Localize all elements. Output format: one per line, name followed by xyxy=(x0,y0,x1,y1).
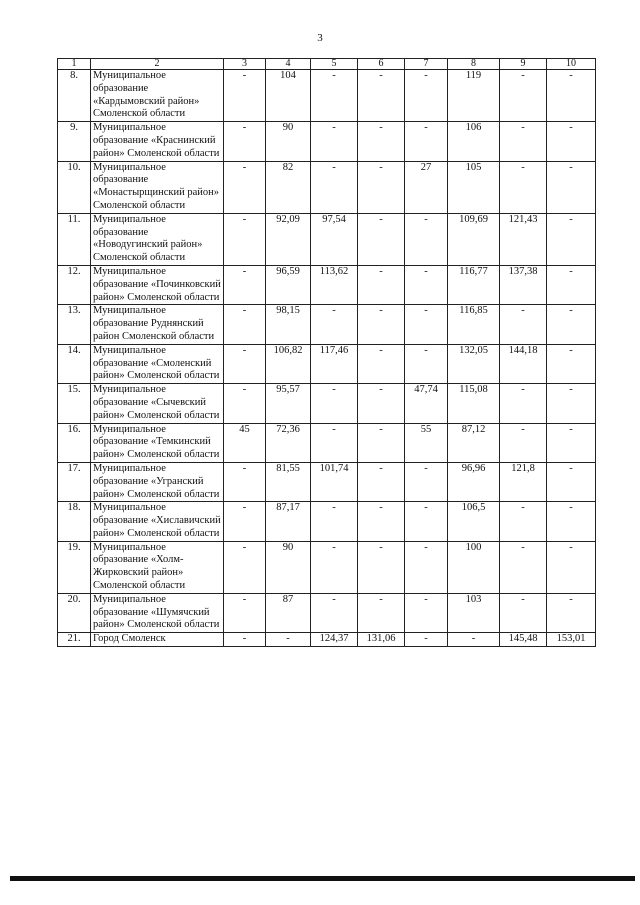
value-cell: 115,08 xyxy=(448,384,500,423)
table-row xyxy=(58,633,596,647)
value-cell: 137,38 xyxy=(500,265,547,304)
row-number: 11. xyxy=(58,213,91,265)
municipality-name: Муниципальное образование «Сычевский район» Смоленской области xyxy=(91,384,224,423)
value-cell: 121,8 xyxy=(500,462,547,501)
value-cell: 55 xyxy=(405,423,448,462)
value-cell: - xyxy=(547,384,596,423)
municipality-name: Муниципальное образование «Темкинский район» Смоленской области xyxy=(91,423,224,462)
bottom-rule xyxy=(10,876,635,881)
value-cell: - xyxy=(500,161,547,213)
municipality-name: Муниципальное образование «Холм-Жирковский район» Смоленской области xyxy=(91,541,224,593)
value-cell: - xyxy=(405,213,448,265)
column-header-2: 2 xyxy=(91,59,224,70)
value-cell: 103 xyxy=(448,593,500,632)
value-cell: 119 xyxy=(448,70,500,122)
value-cell: - xyxy=(266,633,311,647)
column-header-8: 8 xyxy=(448,59,500,70)
value-cell: 109,69 xyxy=(448,213,500,265)
table-row xyxy=(58,70,596,122)
value-cell: - xyxy=(224,593,266,632)
value-cell: 121,43 xyxy=(500,213,547,265)
value-cell: 97,54 xyxy=(311,213,358,265)
value-cell: - xyxy=(358,462,405,501)
value-cell: - xyxy=(224,633,266,647)
value-cell: - xyxy=(311,161,358,213)
table-row xyxy=(58,541,596,593)
table-row xyxy=(58,161,596,213)
column-header-5: 5 xyxy=(311,59,358,70)
value-cell: - xyxy=(224,122,266,161)
value-cell: - xyxy=(311,384,358,423)
value-cell: 81,55 xyxy=(266,462,311,501)
table-row xyxy=(58,423,596,462)
table-row xyxy=(58,305,596,344)
municipality-name: Муниципальное образование «Смоленский район» Смоленской области xyxy=(91,344,224,383)
column-header-10: 10 xyxy=(547,59,596,70)
value-cell: - xyxy=(358,265,405,304)
value-cell: - xyxy=(311,423,358,462)
value-cell: - xyxy=(311,122,358,161)
value-cell: - xyxy=(224,305,266,344)
value-cell: 87,17 xyxy=(266,502,311,541)
value-cell: - xyxy=(500,423,547,462)
value-cell: - xyxy=(405,70,448,122)
municipality-name: Муниципальное образование «Краснинский район» Смоленской области xyxy=(91,122,224,161)
table-row xyxy=(58,265,596,304)
value-cell: - xyxy=(224,384,266,423)
table-row xyxy=(58,384,596,423)
column-header-6: 6 xyxy=(358,59,405,70)
value-cell: - xyxy=(405,305,448,344)
data-table xyxy=(57,58,596,647)
municipality-name: Муниципальное образование «Хиславичский район» Смоленской области xyxy=(91,502,224,541)
value-cell: - xyxy=(224,161,266,213)
row-number: 19. xyxy=(58,541,91,593)
row-number: 14. xyxy=(58,344,91,383)
column-header-7: 7 xyxy=(405,59,448,70)
column-header-3: 3 xyxy=(224,59,266,70)
value-cell: - xyxy=(358,423,405,462)
value-cell: 87 xyxy=(266,593,311,632)
value-cell: 106 xyxy=(448,122,500,161)
table-row xyxy=(58,462,596,501)
row-number: 18. xyxy=(58,502,91,541)
value-cell: - xyxy=(311,541,358,593)
value-cell: - xyxy=(500,502,547,541)
row-number: 15. xyxy=(58,384,91,423)
value-cell: 82 xyxy=(266,161,311,213)
value-cell: - xyxy=(358,161,405,213)
value-cell: - xyxy=(358,70,405,122)
value-cell: - xyxy=(224,502,266,541)
value-cell: - xyxy=(405,122,448,161)
table-row xyxy=(58,122,596,161)
row-number: 8. xyxy=(58,70,91,122)
value-cell: 113,62 xyxy=(311,265,358,304)
value-cell: - xyxy=(224,344,266,383)
value-cell: 96,59 xyxy=(266,265,311,304)
value-cell: - xyxy=(358,213,405,265)
value-cell: - xyxy=(448,633,500,647)
table-row xyxy=(58,344,596,383)
column-header-9: 9 xyxy=(500,59,547,70)
value-cell: - xyxy=(311,70,358,122)
value-cell: - xyxy=(405,265,448,304)
value-cell: 27 xyxy=(405,161,448,213)
row-number: 13. xyxy=(58,305,91,344)
value-cell: - xyxy=(311,593,358,632)
value-cell: - xyxy=(547,593,596,632)
value-cell: - xyxy=(311,305,358,344)
value-cell: 101,74 xyxy=(311,462,358,501)
row-number: 16. xyxy=(58,423,91,462)
value-cell: - xyxy=(547,541,596,593)
value-cell: - xyxy=(405,633,448,647)
value-cell: - xyxy=(405,502,448,541)
value-cell: 90 xyxy=(266,122,311,161)
value-cell: - xyxy=(405,541,448,593)
municipality-name: Муниципальное образование «Угранский район» Смоленской области xyxy=(91,462,224,501)
value-cell: 90 xyxy=(266,541,311,593)
value-cell: - xyxy=(547,462,596,501)
value-cell: - xyxy=(405,593,448,632)
value-cell: 106,82 xyxy=(266,344,311,383)
value-cell: - xyxy=(224,70,266,122)
value-cell: - xyxy=(224,541,266,593)
value-cell: 96,96 xyxy=(448,462,500,501)
table-row xyxy=(58,502,596,541)
municipality-name: Муниципальное образование «Кардымовский район» Смоленской области xyxy=(91,70,224,122)
table-row xyxy=(58,593,596,632)
value-cell: - xyxy=(547,305,596,344)
value-cell: - xyxy=(405,344,448,383)
municipality-name: Город Смоленск xyxy=(91,633,224,647)
value-cell: - xyxy=(358,502,405,541)
value-cell: 117,46 xyxy=(311,344,358,383)
value-cell: - xyxy=(500,122,547,161)
value-cell: 153,01 xyxy=(547,633,596,647)
page-number: 3 xyxy=(317,32,323,44)
value-cell: 116,77 xyxy=(448,265,500,304)
value-cell: - xyxy=(547,122,596,161)
row-number: 12. xyxy=(58,265,91,304)
table-row xyxy=(58,213,596,265)
value-cell: - xyxy=(358,593,405,632)
value-cell: - xyxy=(547,423,596,462)
value-cell: - xyxy=(500,305,547,344)
row-number: 21. xyxy=(58,633,91,647)
value-cell: 132,05 xyxy=(448,344,500,383)
municipality-name: Муниципальное образование «Монастырщинский район» Смоленской области xyxy=(91,161,224,213)
value-cell: 131,06 xyxy=(358,633,405,647)
value-cell: - xyxy=(547,213,596,265)
municipality-name: Муниципальное образование «Шумячский район» Смоленской области xyxy=(91,593,224,632)
value-cell: - xyxy=(547,502,596,541)
value-cell: - xyxy=(358,305,405,344)
value-cell: - xyxy=(547,265,596,304)
value-cell: - xyxy=(547,70,596,122)
value-cell: 72,36 xyxy=(266,423,311,462)
value-cell: 45 xyxy=(224,423,266,462)
value-cell: 47,74 xyxy=(405,384,448,423)
value-cell: - xyxy=(405,462,448,501)
value-cell: - xyxy=(500,593,547,632)
value-cell: - xyxy=(224,265,266,304)
header-row xyxy=(58,59,596,70)
value-cell: - xyxy=(224,213,266,265)
row-number: 20. xyxy=(58,593,91,632)
municipality-name: Муниципальное образование «Новодугинский район» Смоленской области xyxy=(91,213,224,265)
value-cell: - xyxy=(500,541,547,593)
value-cell: - xyxy=(358,384,405,423)
value-cell: 95,57 xyxy=(266,384,311,423)
value-cell: - xyxy=(224,462,266,501)
value-cell: 106,5 xyxy=(448,502,500,541)
column-header-4: 4 xyxy=(266,59,311,70)
value-cell: 124,37 xyxy=(311,633,358,647)
value-cell: 87,12 xyxy=(448,423,500,462)
column-header-1: 1 xyxy=(58,59,91,70)
value-cell: - xyxy=(547,344,596,383)
value-cell: 116,85 xyxy=(448,305,500,344)
value-cell: - xyxy=(311,502,358,541)
municipality-name: Муниципальное образование «Починковский район» Смоленской области xyxy=(91,265,224,304)
value-cell: - xyxy=(547,161,596,213)
value-cell: - xyxy=(358,122,405,161)
value-cell: - xyxy=(500,70,547,122)
value-cell: 104 xyxy=(266,70,311,122)
value-cell: 145,48 xyxy=(500,633,547,647)
value-cell: 105 xyxy=(448,161,500,213)
row-number: 10. xyxy=(58,161,91,213)
value-cell: 100 xyxy=(448,541,500,593)
value-cell: - xyxy=(500,384,547,423)
value-cell: 144,18 xyxy=(500,344,547,383)
row-number: 9. xyxy=(58,122,91,161)
value-cell: 98,15 xyxy=(266,305,311,344)
municipality-name: Муниципальное образование Руднянский район Смоленской области xyxy=(91,305,224,344)
value-cell: - xyxy=(358,541,405,593)
value-cell: 92,09 xyxy=(266,213,311,265)
row-number: 17. xyxy=(58,462,91,501)
value-cell: - xyxy=(358,344,405,383)
